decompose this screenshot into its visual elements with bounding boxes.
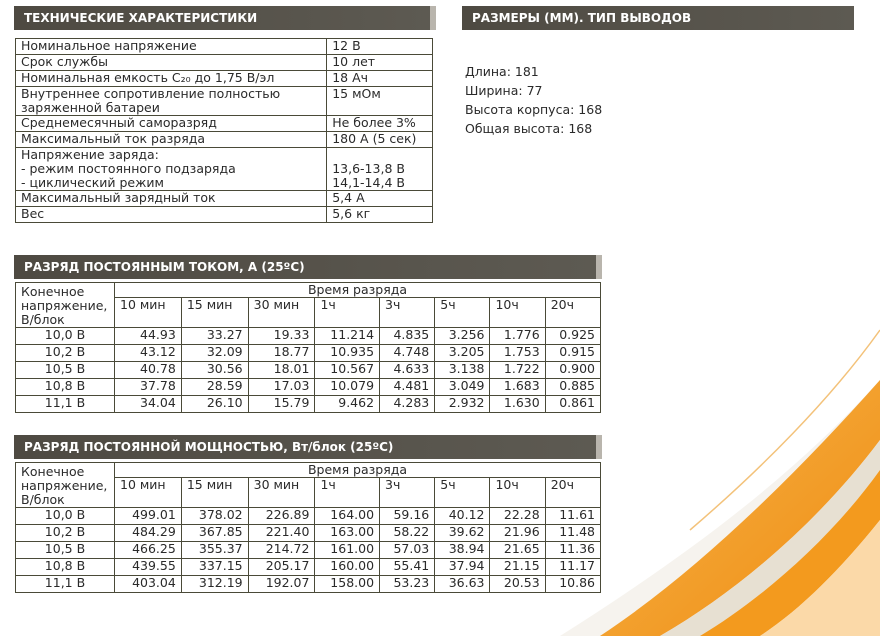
spec-key-line: - циклический режим [21,175,164,190]
data-cell: 2.932 [435,396,490,413]
table-row [16,508,601,525]
end-voltage-value: 11,1 В [16,576,115,593]
data-cell: 37.78 [115,379,182,396]
data-cell: 4.748 [380,345,435,362]
data-cell: 4.835 [380,328,435,345]
label-line: В/блок [21,312,65,327]
time-column-header: 1ч [315,298,380,328]
header-row [16,463,601,478]
spec-value-line: 5,6 кг [332,206,371,221]
data-cell: 11.36 [545,542,600,559]
spec-key-line: Максимальный ток разряда [21,131,206,146]
spec-key-line: Максимальный зарядный ток [21,190,216,205]
end-voltage-label [16,283,115,328]
spec-row [16,87,433,116]
data-cell: 312.19 [181,576,248,593]
data-cell: 161.00 [315,542,380,559]
spec-key-line: заряженной батареи [21,100,160,115]
current-discharge-header: РАЗРЯД ПОСТОЯННЫМ ТОКОМ, А (25ºС) [14,255,602,279]
end-voltage-value: 10,5 В [16,362,115,379]
spec-key-line: Номинальное напряжение [21,38,197,53]
data-cell: 18.01 [248,362,315,379]
data-cell: 4.633 [380,362,435,379]
data-cell: 337.15 [181,559,248,576]
label-line: напряжение, [21,298,108,313]
spec-value [327,71,433,87]
end-voltage-label [16,463,115,508]
data-cell: 40.78 [115,362,182,379]
data-cell: 39.62 [435,525,490,542]
discharge-time-span: Время разряда [115,283,601,298]
data-cell: 21.65 [490,542,545,559]
data-cell: 158.00 [315,576,380,593]
time-column-header: 3ч [380,298,435,328]
data-cell: 21.96 [490,525,545,542]
data-cell: 3.256 [435,328,490,345]
data-cell: 44.93 [115,328,182,345]
spec-row [16,132,433,148]
data-cell: 33.27 [181,328,248,345]
spec-value-line: 13,6-13,8 В [332,161,405,176]
table-row [16,576,601,593]
data-cell: 1.776 [490,328,545,345]
table-row [16,542,601,559]
spec-key-line: - режим постоянного подзаряда [21,161,236,176]
spec-value-line [332,148,427,162]
spec-key [16,55,327,71]
spec-value-line: 18 Ач [332,70,369,85]
label-line: напряжение, [21,478,108,493]
data-cell: 160.00 [315,559,380,576]
spec-row [16,55,433,71]
data-cell: 34.04 [115,396,182,413]
data-cell: 3.138 [435,362,490,379]
spec-value-line: 180 А (5 сек) [332,131,417,146]
end-voltage-value: 11,1 В [16,396,115,413]
time-column-header: 15 мин [181,298,248,328]
data-cell: 0.885 [545,379,600,396]
dimensions-header: РАЗМЕРЫ (ММ). ТИП ВЫВОДОВ [462,6,854,30]
end-voltage-value: 10,0 В [16,508,115,525]
spec-key-line: Внутреннее сопротивление полностью [21,86,281,101]
spec-value-line: 5,4 А [332,190,365,205]
end-voltage-value: 10,2 В [16,525,115,542]
data-cell: 40.12 [435,508,490,525]
spec-key [16,71,327,87]
spec-value-line: 15 мОм [332,86,381,101]
spec-value-line: 14,1-14,4 В [332,175,405,190]
spec-row [16,71,433,87]
data-cell: 37.94 [435,559,490,576]
table-row [16,345,601,362]
end-voltage-value: 10,8 В [16,379,115,396]
data-cell: 367.85 [181,525,248,542]
data-cell: 164.00 [315,508,380,525]
label-line: В/блок [21,492,65,507]
data-cell: 10.86 [545,576,600,593]
data-cell: 32.09 [181,345,248,362]
table-row [16,396,601,413]
data-cell: 484.29 [115,525,182,542]
spec-key [16,132,327,148]
dimension-line: Высота корпуса: 168 [465,102,603,117]
time-column-header: 20ч [545,478,600,508]
data-cell: 355.37 [181,542,248,559]
time-column-header: 30 мин [248,478,315,508]
time-column-header: 15 мин [181,478,248,508]
spec-key-line: Номинальная емкость С₂₀ до 1,75 В/эл [21,70,275,85]
data-cell: 4.481 [380,379,435,396]
data-cell: 10.079 [315,379,380,396]
spec-key [16,116,327,132]
time-column-header: 10ч [490,298,545,328]
data-cell: 221.40 [248,525,315,542]
data-cell: 53.23 [380,576,435,593]
spec-row [16,148,433,191]
spec-value-line: Не более 3% [332,115,416,130]
tech-specs-table [15,38,433,223]
data-cell: 21.15 [490,559,545,576]
data-cell: 11.61 [545,508,600,525]
data-cell: 20.53 [490,576,545,593]
data-cell: 26.10 [181,396,248,413]
time-column-header: 5ч [435,478,490,508]
data-cell: 439.55 [115,559,182,576]
label-line: Конечное [21,464,85,479]
data-cell: 0.861 [545,396,600,413]
spec-key [16,148,327,191]
data-cell: 205.17 [248,559,315,576]
data-cell: 57.03 [380,542,435,559]
table-row [16,525,601,542]
data-cell: 499.01 [115,508,182,525]
data-cell: 11.17 [545,559,600,576]
dimension-line: Длина: 181 [465,64,539,79]
time-column-header: 5ч [435,298,490,328]
data-cell: 58.22 [380,525,435,542]
time-column-header: 30 мин [248,298,315,328]
spec-value-line: 10 лет [332,54,376,69]
current-discharge-table [15,282,601,413]
data-cell: 1.722 [490,362,545,379]
data-cell: 9.462 [315,396,380,413]
data-cell: 18.77 [248,345,315,362]
spec-value [327,207,433,223]
spec-key-line: Напряжение заряда: [21,147,159,162]
data-cell: 0.915 [545,345,600,362]
spec-key [16,87,327,116]
data-cell: 1.683 [490,379,545,396]
data-cell: 11.48 [545,525,600,542]
spec-value [327,132,433,148]
spec-row [16,39,433,55]
data-cell: 466.25 [115,542,182,559]
data-cell: 10.567 [315,362,380,379]
data-cell: 38.94 [435,542,490,559]
end-voltage-value: 10,5 В [16,542,115,559]
data-cell: 15.79 [248,396,315,413]
data-cell: 28.59 [181,379,248,396]
data-cell: 19.33 [248,328,315,345]
time-column-header: 10 мин [115,298,182,328]
data-cell: 163.00 [315,525,380,542]
spec-key-line: Срок службы [21,54,108,69]
data-cell: 1.753 [490,345,545,362]
data-cell: 43.12 [115,345,182,362]
data-cell: 403.04 [115,576,182,593]
spec-key-line: Среднемесячный саморазряд [21,115,217,130]
dimension-line: Общая высота: 168 [465,121,593,136]
data-cell: 214.72 [248,542,315,559]
data-cell: 3.049 [435,379,490,396]
end-voltage-value: 10,0 В [16,328,115,345]
header-row [16,283,601,298]
spec-value [327,87,433,116]
data-cell: 22.28 [490,508,545,525]
data-cell: 17.03 [248,379,315,396]
time-column-header: 20ч [545,298,600,328]
spec-key [16,39,327,55]
data-cell: 0.900 [545,362,600,379]
label-line: Конечное [21,284,85,299]
spec-row [16,191,433,207]
spec-value [327,55,433,71]
power-discharge-header: РАЗРЯД ПОСТОЯННОЙ МОЩНОСТЬЮ, Вт/блок (25ºС) [14,435,602,459]
time-column-header: 3ч [380,478,435,508]
data-cell: 226.89 [248,508,315,525]
data-cell: 36.63 [435,576,490,593]
spec-row [16,207,433,223]
spec-key [16,191,327,207]
discharge-time-span: Время разряда [115,463,601,478]
data-cell: 11.214 [315,328,380,345]
table-row [16,328,601,345]
spec-value [327,148,433,191]
dimension-line: Ширина: 77 [465,83,543,98]
table-row [16,379,601,396]
end-voltage-value: 10,8 В [16,559,115,576]
power-discharge-table [15,462,601,593]
spec-key [16,207,327,223]
data-cell: 4.283 [380,396,435,413]
tech-specs-header: ТЕХНИЧЕСКИЕ ХАРАКТЕРИСТИКИ [14,6,436,30]
spec-value [327,191,433,207]
spec-row [16,116,433,132]
time-column-header: 1ч [315,478,380,508]
data-cell: 1.630 [490,396,545,413]
data-cell: 55.41 [380,559,435,576]
time-column-header: 10 мин [115,478,182,508]
data-cell: 10.935 [315,345,380,362]
table-row [16,362,601,379]
spec-value-line: 12 В [332,38,361,53]
data-cell: 0.925 [545,328,600,345]
spec-key-line: Вес [21,206,45,221]
data-cell: 3.205 [435,345,490,362]
data-cell: 192.07 [248,576,315,593]
data-cell: 59.16 [380,508,435,525]
data-cell: 30.56 [181,362,248,379]
time-column-header: 10ч [490,478,545,508]
spec-value [327,116,433,132]
end-voltage-value: 10,2 В [16,345,115,362]
table-row [16,559,601,576]
spec-value [327,39,433,55]
data-cell: 378.02 [181,508,248,525]
